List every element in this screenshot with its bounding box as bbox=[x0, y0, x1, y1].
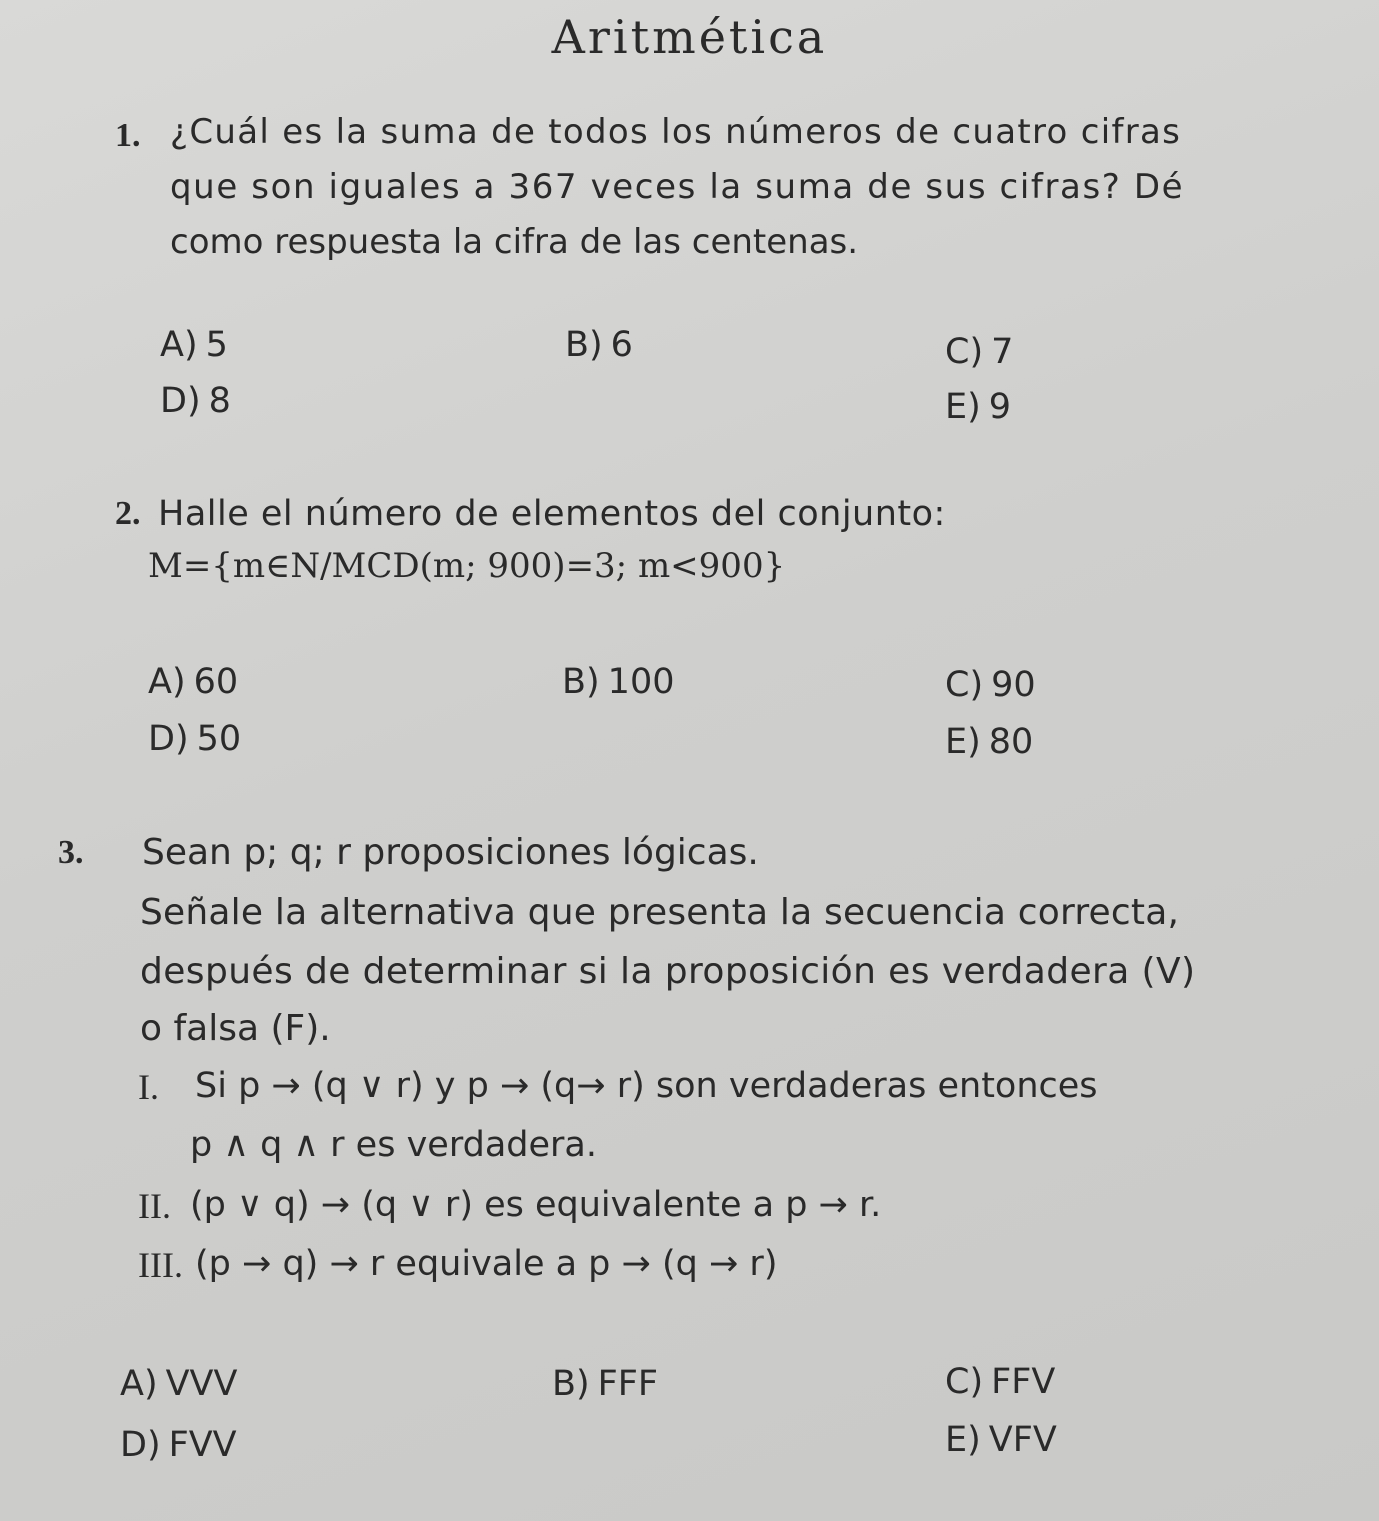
option-b[interactable] bbox=[552, 1364, 658, 1404]
option-value: 6 bbox=[610, 325, 633, 365]
statement-roman: II. bbox=[138, 1186, 171, 1226]
option-letter: B) bbox=[562, 662, 600, 702]
option-letter: A) bbox=[160, 325, 198, 365]
statement-roman: III. bbox=[138, 1245, 183, 1285]
option-value: 80 bbox=[988, 722, 1034, 762]
option-a[interactable] bbox=[148, 662, 238, 702]
question-text-line: ¿Cuál es la suma de todos los números de cuatro cifras bbox=[170, 112, 1182, 152]
question-number: 2. bbox=[115, 495, 141, 532]
question-text-line: o falsa (F). bbox=[140, 1008, 331, 1049]
question-text-line: Señale la alternativa que presenta la secuencia correcta, bbox=[140, 892, 1180, 933]
page-title: Aritmética bbox=[551, 10, 828, 64]
option-value: 5 bbox=[205, 325, 228, 365]
statement-line: p ∧ q ∧ r es verdadera. bbox=[190, 1125, 597, 1165]
option-letter: D) bbox=[120, 1425, 161, 1465]
option-value: FFF bbox=[597, 1364, 659, 1404]
option-c[interactable] bbox=[945, 332, 1013, 372]
option-letter: C) bbox=[945, 332, 984, 372]
option-letter: E) bbox=[945, 387, 981, 427]
option-value: 8 bbox=[208, 381, 231, 421]
option-e[interactable] bbox=[945, 1420, 1057, 1460]
option-d[interactable] bbox=[148, 719, 241, 759]
set-definition: M={m∈N/MCD(m; 900)=3; m<900} bbox=[148, 546, 786, 586]
option-value: 9 bbox=[988, 387, 1012, 427]
option-value: FVV bbox=[168, 1425, 237, 1465]
statement-roman: I. bbox=[138, 1067, 159, 1107]
option-value: 90 bbox=[991, 665, 1036, 705]
statement-line: (p ∨ q) → (q ∨ r) es equivalente a p → r. bbox=[190, 1185, 882, 1225]
option-e[interactable] bbox=[945, 722, 1033, 762]
statement-line: (p → q) → r equivale a p → (q → r) bbox=[195, 1244, 778, 1284]
option-letter: B) bbox=[565, 325, 603, 365]
option-letter: A) bbox=[120, 1364, 158, 1404]
option-value: VFV bbox=[988, 1420, 1057, 1460]
question-text-line: después de determinar si la proposición es verdadera (V) bbox=[140, 951, 1196, 992]
option-letter: A) bbox=[148, 662, 186, 702]
option-c[interactable] bbox=[945, 1362, 1055, 1402]
option-d[interactable] bbox=[120, 1425, 237, 1465]
option-letter: B) bbox=[552, 1364, 590, 1404]
question-number: 3. bbox=[58, 834, 84, 871]
option-d[interactable] bbox=[160, 381, 231, 421]
option-letter: C) bbox=[945, 665, 984, 705]
option-c[interactable] bbox=[945, 665, 1036, 705]
statement-line: Si p → (q ∨ r) y p → (q→ r) son verdaderas entonces bbox=[195, 1066, 1098, 1106]
option-e[interactable] bbox=[945, 387, 1011, 427]
question-text-line: Sean p; q; r proposiciones lógicas. bbox=[142, 832, 759, 873]
question-text-line: como respuesta la cifra de las centenas. bbox=[170, 222, 859, 262]
option-b[interactable] bbox=[565, 325, 633, 365]
option-value: FFV bbox=[991, 1362, 1056, 1402]
question-text-line: Halle el número de elementos del conjunto: bbox=[158, 494, 946, 534]
option-a[interactable] bbox=[160, 325, 228, 365]
option-value: 50 bbox=[196, 719, 242, 759]
option-value: 100 bbox=[607, 662, 675, 702]
option-letter: D) bbox=[160, 381, 201, 421]
option-b[interactable] bbox=[562, 662, 674, 702]
option-value: VVV bbox=[165, 1364, 238, 1404]
question-number: 1. bbox=[115, 117, 141, 154]
option-a[interactable] bbox=[120, 1364, 237, 1404]
question-text-line: que son iguales a 367 veces la suma de sus cifras? Dé bbox=[170, 167, 1185, 207]
option-letter: E) bbox=[945, 1420, 981, 1460]
option-letter: D) bbox=[148, 719, 189, 759]
option-value: 7 bbox=[991, 332, 1014, 372]
option-letter: C) bbox=[945, 1362, 984, 1402]
option-letter: E) bbox=[945, 722, 981, 762]
option-value: 60 bbox=[193, 662, 239, 702]
